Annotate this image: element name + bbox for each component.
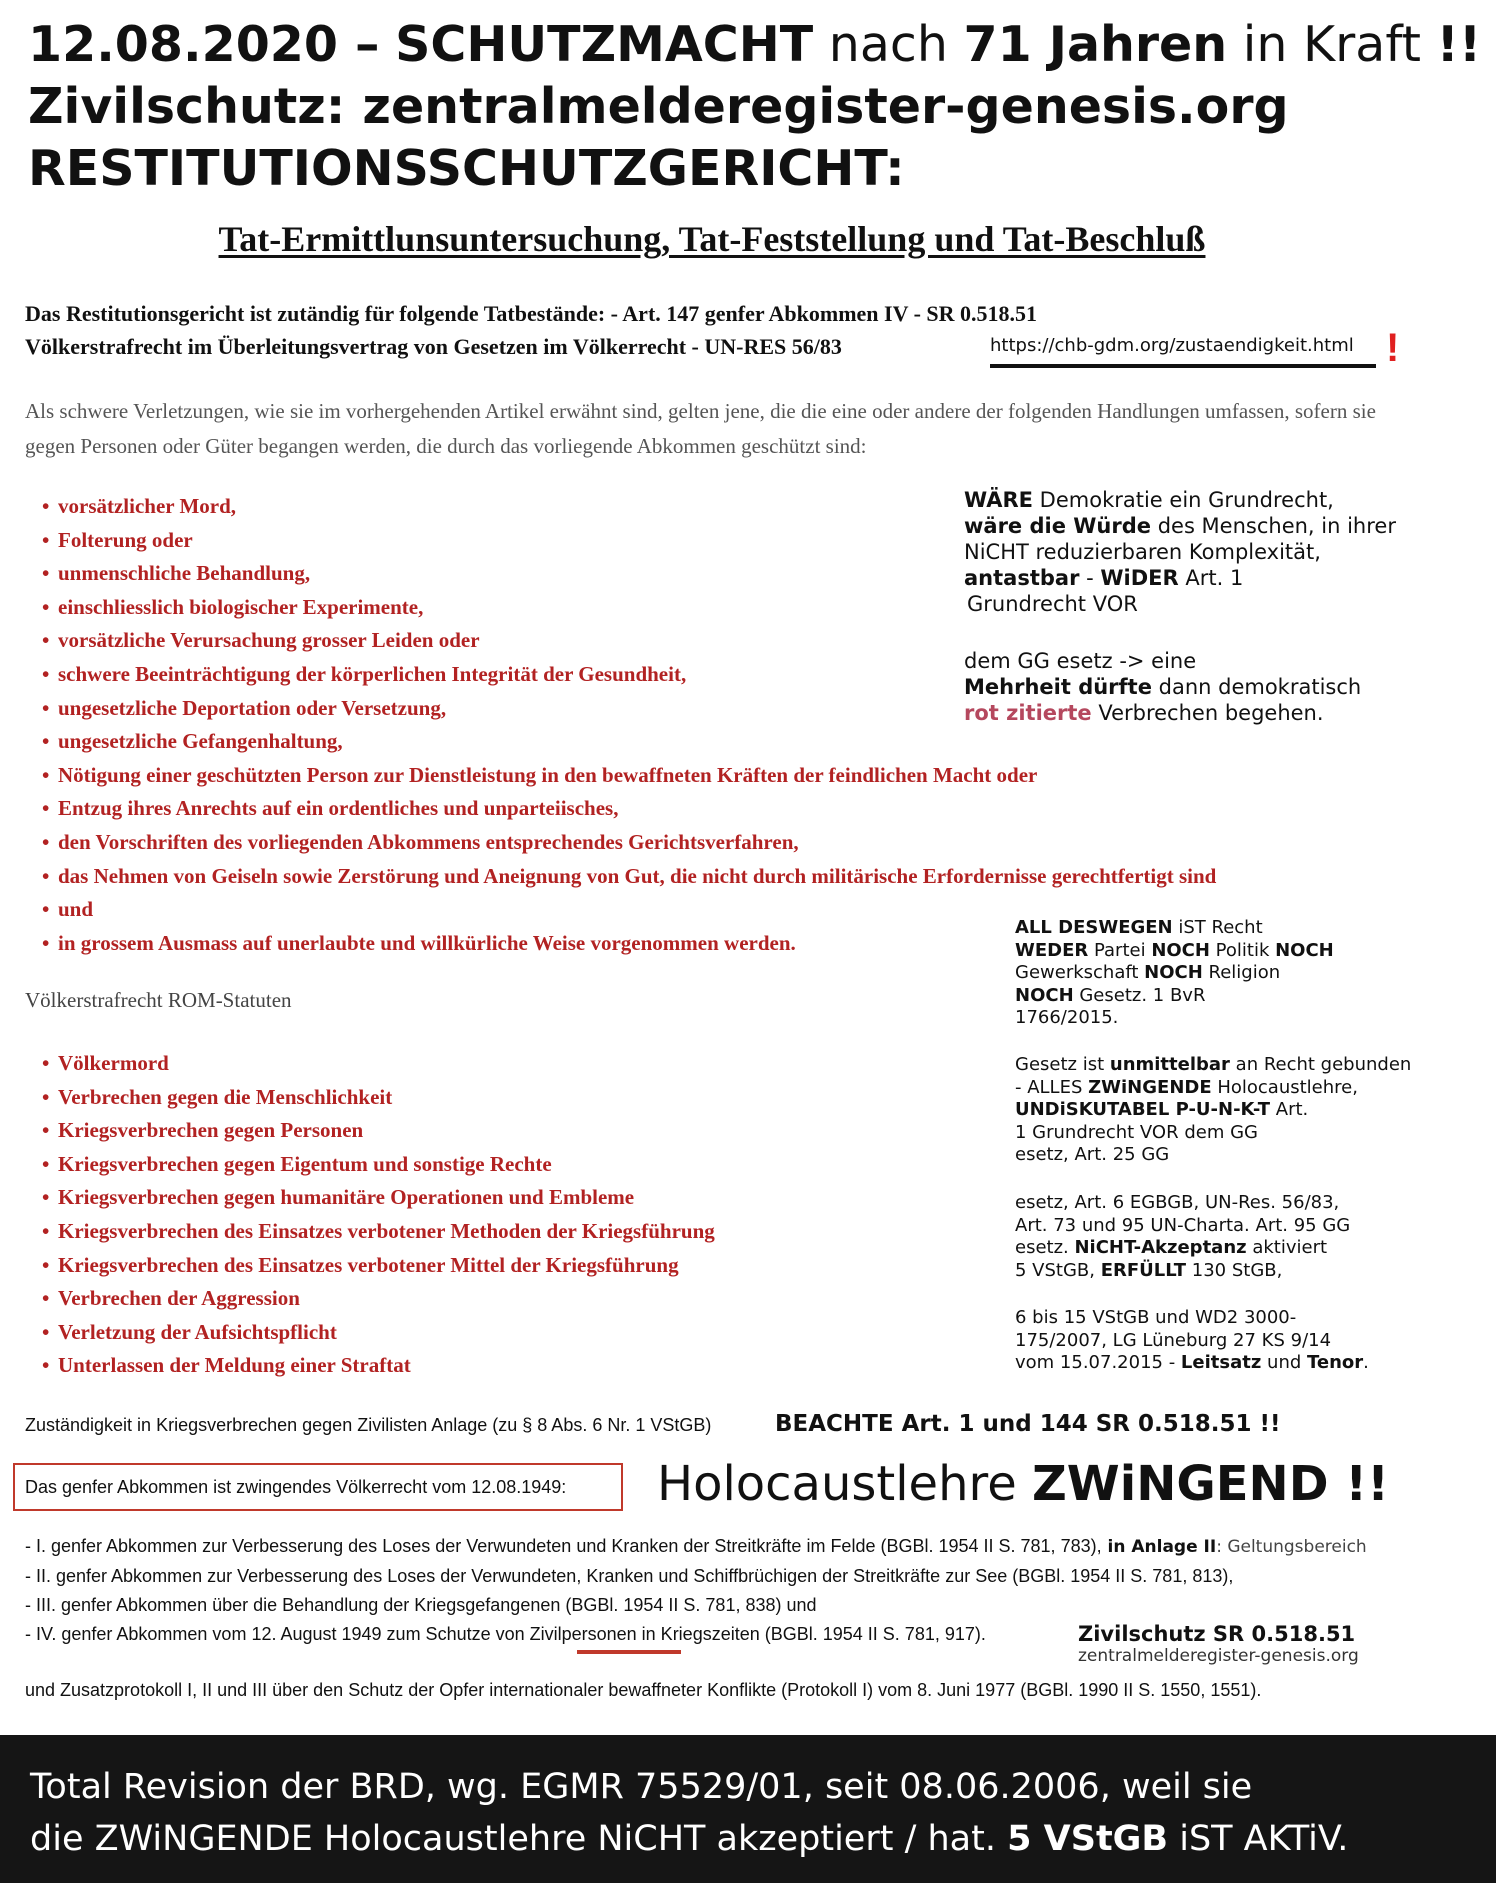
voelkerstrafrecht-label: Völkerstrafrecht ROM-Statuten bbox=[25, 988, 292, 1012]
header-date: 12.08.2020 – bbox=[28, 16, 380, 73]
rn-bold: unmittelbar bbox=[1109, 1054, 1230, 1075]
right-note-block-3 bbox=[1015, 1192, 1350, 1282]
list-item: • Entzug ihres Anrechts auf ein ordentliches und unparteiisches, bbox=[42, 792, 1216, 826]
rn-text: esetz. bbox=[1015, 1237, 1075, 1258]
rn-text: aktiviert bbox=[1246, 1237, 1328, 1258]
side1-text: Grundrecht VOR bbox=[967, 592, 1138, 616]
right-note-block-4 bbox=[1015, 1307, 1369, 1375]
list-item: • Folterung oder bbox=[42, 524, 1216, 558]
side1-bold: antastbar bbox=[964, 566, 1080, 590]
list-item: • Kriegsverbrechen gegen Eigentum und sonstige Rechte bbox=[42, 1148, 715, 1182]
url-link[interactable]: https://chb-gdm.org/zustaendigkeit.html bbox=[990, 335, 1354, 356]
side2-red: rot zitierte bbox=[964, 701, 1092, 725]
header-in-kraft: in Kraft bbox=[1242, 16, 1421, 73]
subtitle: Tat-Ermittlunsuntersuchung, Tat-Feststellung und Tat-Beschluß bbox=[218, 219, 1206, 259]
rn-text: Gesetz. 1 BvR bbox=[1073, 984, 1206, 1006]
list-item: • Kriegsverbrechen des Einsatzes verbotener Mittel der Kriegsführung bbox=[42, 1249, 715, 1283]
holocaust-heading bbox=[657, 1456, 1389, 1512]
rn-text: vom 15.07.2015 - bbox=[1015, 1352, 1181, 1373]
rn-text: Holocaustlehre, bbox=[1211, 1076, 1358, 1098]
list-item: • ungesetzliche Gefangenhaltung, bbox=[42, 725, 1216, 759]
header-line-3: RESTITUTIONSSCHUTZGERICHT: bbox=[28, 140, 905, 197]
list-item: • in grossem Ausmass auf unerlaubte und willkürliche Weise vorgenommen werden. bbox=[42, 927, 1216, 961]
rn-bold: NOCH bbox=[1144, 962, 1203, 983]
footer-banner bbox=[0, 1735, 1496, 1883]
rn-text: Art. 73 und 95 UN-Charta. Art. 95 GG bbox=[1015, 1214, 1351, 1236]
header-schutzmacht: SCHUTZMACHT bbox=[395, 16, 814, 73]
rn-text: Religion bbox=[1202, 962, 1281, 983]
genfer-boxed-note: Das genfer Abkommen ist zwingendes Völkerrecht vom 12.08.1949: bbox=[13, 1463, 623, 1511]
rn-bold: NOCH bbox=[1015, 984, 1074, 1006]
rn-text: esetz, Art. 25 GG bbox=[1015, 1144, 1170, 1165]
rn-text: Gewerkschaft bbox=[1015, 962, 1145, 983]
side1-text: Demokratie ein Grundrecht, bbox=[1033, 488, 1334, 512]
beachte-text: BEACHTE Art. 1 und 144 SR 0.518.51 !! bbox=[775, 1411, 1281, 1437]
rn-bold: NiCHT-Akzeptanz bbox=[1074, 1237, 1247, 1258]
side2-text: dann demokratisch bbox=[1151, 675, 1362, 699]
list-item: • Kriegsverbrechen gegen humanitäre Operationen und Embleme bbox=[42, 1181, 715, 1215]
rn-bold: Tenor bbox=[1307, 1352, 1364, 1373]
side1-text: - bbox=[1079, 566, 1101, 590]
list-item: • Kriegsverbrechen gegen Personen bbox=[42, 1114, 715, 1148]
rn-bold: ZWiNGENDE bbox=[1088, 1076, 1212, 1098]
rn-text: 175/2007, LG Lüneburg 27 KS 9/14 bbox=[1015, 1329, 1332, 1351]
list-item: • unmenschliche Behandlung, bbox=[42, 557, 1216, 591]
side2-bold: Mehrheit dürfte bbox=[964, 675, 1152, 699]
list-item: • Verletzung der Aufsichtspflicht bbox=[42, 1316, 715, 1350]
rn-bold: Leitsatz bbox=[1180, 1352, 1262, 1373]
list-item: • Nötigung einer geschützten Person zur Dienstleistung in den bewaffneten Kräften der feindlichen Macht oder bbox=[42, 759, 1216, 793]
list-item: • Kriegsverbrechen des Einsatzes verbotener Methoden der Kriegsführung bbox=[42, 1215, 715, 1249]
genfer-line-5: und Zusatzprotokoll I, II und III über den Schutz der Opfer internationaler bewaffneter Konflikte (Protokoll I) vom 8. Juni 1977 (BGBl. 1990 II S. 1550, 1551). bbox=[25, 1680, 1262, 1700]
list-item: • einschliesslich biologischer Experimente, bbox=[42, 591, 1216, 625]
url-underline bbox=[990, 364, 1376, 368]
rn-bold: NOCH bbox=[1151, 939, 1210, 961]
footer-line-2 bbox=[30, 1819, 1348, 1859]
list-item: • Verbrechen gegen die Menschlichkeit bbox=[42, 1081, 715, 1115]
genfer-line-4: - IV. genfer Abkommen vom 12. August 1949 zum Schutze von Zivilpersonen in Kriegszeiten (BGBl. 1954 II S. 781, 917). bbox=[25, 1624, 986, 1644]
zustaendigkeit-text: Zuständigkeit in Kriegsverbrechen gegen Zivilisten Anlage (zu § 8 Abs. 6 Nr. 1 VStGB) bbox=[25, 1415, 712, 1435]
rn-bold: ERFÜLLT bbox=[1100, 1259, 1187, 1281]
rn-text: 1 Grundrecht VOR dem GG bbox=[1015, 1121, 1258, 1143]
rn-bold: WEDER bbox=[1015, 939, 1089, 961]
list-item: • schwere Beeinträchtigung der körperlichen Integrität der Gesundheit, bbox=[42, 658, 1216, 692]
side2-text: dem GG esetz -> eine bbox=[964, 649, 1197, 673]
right-note-block-2 bbox=[1015, 1054, 1411, 1167]
header-71-jahren: 71 Jahren bbox=[963, 16, 1228, 73]
footer-text: die ZWiNGENDE Holocaustlehre NiCHT akzeptiert / hat. bbox=[30, 1819, 1008, 1859]
header-line-2: Zivilschutz: zentralmelderegister-genesis.org bbox=[28, 78, 1289, 135]
side1-text: Art. 1 bbox=[1178, 566, 1244, 590]
list-item: • Unterlassen der Meldung einer Straftat bbox=[42, 1349, 715, 1383]
intro-paragraph: Als schwere Verletzungen, wie sie im vorhergehenden Artikel erwähnt sind, gelten jene, die die eine oder andere der folgenden Handlungen umfassen, sofern sie gegen Personen oder Güter begangen werden, die durch das vorliegende Abkommen geschützt sind: bbox=[25, 399, 1376, 458]
list-item: • vorsätzliche Verursachung grosser Leiden oder bbox=[42, 624, 1216, 658]
list-item: • Völkermord bbox=[42, 1047, 715, 1081]
exclamation-icon: ! bbox=[1386, 326, 1400, 370]
intro-line-1: Das Restitutionsgericht ist zutändig für folgende Tatbestände: - Art. 147 genfer Abkommen IV - SR 0.518.51 bbox=[25, 301, 1038, 326]
side1-bold: WÄRE bbox=[964, 488, 1033, 512]
genfer-line-3: - III. genfer Abkommen über die Behandlung der Kriegsgefangenen (BGBl. 1954 II S. 781, 838) und bbox=[25, 1595, 817, 1615]
list-item: • ungesetzliche Deportation oder Versetzung, bbox=[42, 692, 1216, 726]
genfer-text: : Geltungsbereich bbox=[1216, 1537, 1367, 1557]
holocaust-bold: ZWiNGEND !! bbox=[1031, 1456, 1390, 1512]
holocaust-normal: Holocaustlehre bbox=[657, 1456, 1032, 1512]
rn-bold: ALL DESWEGEN bbox=[1015, 917, 1173, 938]
rn-text: . bbox=[1363, 1352, 1369, 1373]
rn-bold: NOCH bbox=[1275, 939, 1334, 961]
rn-text: 1766/2015. bbox=[1015, 1007, 1119, 1028]
side-note-democracy bbox=[964, 487, 1396, 617]
zivilschutz-url: zentralmelderegister-genesis.org bbox=[1078, 1646, 1359, 1666]
list-item: • und bbox=[42, 893, 1216, 927]
side2-text: Verbrechen begehen. bbox=[1091, 701, 1324, 725]
list-item: • das Nehmen von Geiseln sowie Zerstörung und Aneignung von Gut, die nicht durch militärische Erfordernisse gerechtfertigt sind bbox=[42, 860, 1216, 894]
side1-text: des Menschen, in ihrer bbox=[1151, 514, 1396, 538]
list-item: • den Vorschriften des vorliegenden Abkommens entsprechendes Gerichtsverfahren, bbox=[42, 826, 1216, 860]
rn-text: Gesetz ist bbox=[1015, 1054, 1110, 1075]
header-exclamation: !! bbox=[1436, 16, 1482, 73]
rn-text: und bbox=[1261, 1352, 1308, 1373]
rn-text: esetz, Art. 6 EGBGB, UN-Res. 56/83, bbox=[1015, 1192, 1340, 1213]
genfer-text: - I. genfer Abkommen zur Verbesserung des Loses der Verwundeten und Kranken der Streitkräfte im Felde (BGBl. 1954 II S. 781, 783), bbox=[25, 1536, 1102, 1556]
header-nach: nach bbox=[828, 16, 948, 73]
rn-text: an Recht gebunden bbox=[1229, 1054, 1412, 1075]
side-note-majority bbox=[964, 648, 1361, 726]
rn-text: 6 bis 15 VStGB und WD2 3000- bbox=[1015, 1307, 1297, 1328]
intro-line-2: Völkerstrafrecht im Überleitungsvertrag von Gesetzen im Völkerrecht - UN-RES 56/83 bbox=[25, 334, 842, 359]
rom-statute-list bbox=[42, 1047, 715, 1383]
rn-text: 130 StGB, bbox=[1186, 1259, 1283, 1281]
zivilschutz-label: Zivilschutz SR 0.518.51 bbox=[1078, 1622, 1356, 1646]
rn-text: Politik bbox=[1209, 939, 1276, 961]
footer-line-1: Total Revision der BRD, wg. EGMR 75529/01, seit 08.06.2006, weil sie bbox=[30, 1767, 1253, 1807]
rn-bold: UNDiSKUTABEL P-U-N-K-T bbox=[1015, 1099, 1271, 1120]
rn-text: iST Recht bbox=[1172, 917, 1263, 938]
rn-text: Partei bbox=[1088, 939, 1152, 961]
list-item: • Verbrechen der Aggression bbox=[42, 1282, 715, 1316]
header-line-1 bbox=[28, 16, 1481, 74]
zivilpersonen-underline bbox=[577, 1650, 681, 1654]
rn-text: Art. bbox=[1270, 1099, 1309, 1120]
genfer-bold: in Anlage II bbox=[1101, 1537, 1217, 1557]
side1-bold: wäre die Würde bbox=[964, 514, 1152, 538]
side1-text: NiCHT reduzierbaren Komplexität, bbox=[964, 540, 1321, 564]
rn-text: - ALLES bbox=[1015, 1076, 1089, 1098]
genfer-line-1 bbox=[25, 1536, 1367, 1557]
footer-bold: 5 VStGB bbox=[1007, 1819, 1169, 1859]
genfer-line-2: - II. genfer Abkommen zur Verbesserung des Loses der Verwundeten, Kranken und Schiffbrüchigen der Streitkräfte zur See (BGBl. 1954 II S. 781, 813), bbox=[25, 1566, 1234, 1586]
list-item: • vorsätzlicher Mord, bbox=[42, 490, 1216, 524]
footer-text: iST AKTiV. bbox=[1168, 1819, 1349, 1859]
rn-text: 5 VStGB, bbox=[1015, 1259, 1101, 1281]
right-note-block-1 bbox=[1015, 917, 1334, 1030]
side1-bold: WiDER bbox=[1100, 566, 1179, 590]
